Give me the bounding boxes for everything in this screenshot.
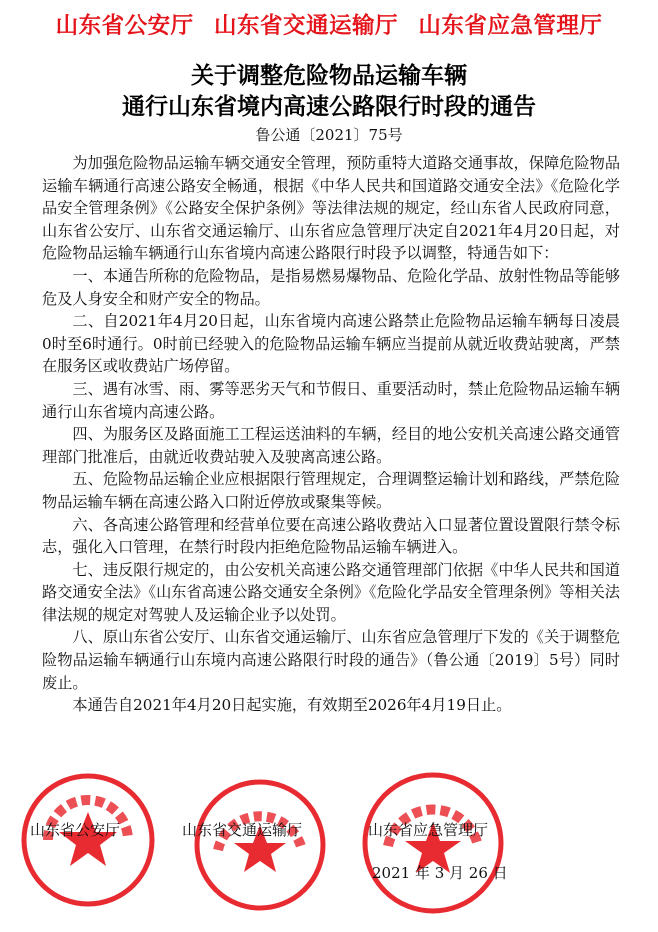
paragraph-effective-date: 本通告自2021年4月20日起实施，有效期至2026年4月19日止。 <box>72 696 512 715</box>
paragraph-item-4: 四、为服务区及路面施工工程运送油料的车辆，经目的地公安机关高速公路交通管理部门批准后，由就近收费站驶入及驶离高速公路。 <box>42 425 620 466</box>
document-body <box>42 152 620 717</box>
document-number: 鲁公通〔2021〕75号 <box>255 126 403 144</box>
document-title-line-1: 关于调整危险物品运输车辆 <box>191 62 467 89</box>
signature-issuer: 山东省交通运输厅 <box>182 821 303 839</box>
signature-issuer: 山东省公安厅 <box>30 821 121 839</box>
paragraph-item-1: 一、本通告所称的危险物品，是指易燃易爆物品、危险化学品、放射性物品等能够危及人身安全和财产安全的物品。 <box>42 266 620 308</box>
paragraph-preamble: 为加强危险物品运输车辆交通安全管理，预防重特大道路交通事故，保障危险物品运输车辆通行高速公路安全畅通，根据《中华人民共和国道路交通安全法》《危险化学品安全管理条例》《公路安全保护条例》等法律法规的规定，经山东省人民政府同意，山东省公安厅、山东省交通运输厅、山东省应急管理厅决定自2021年4月20日起，对危险物品运输车辆通行山东省境内高速公路限行时段予以调整，特通告如下： <box>42 154 620 263</box>
paragraph-item-7: 七、违反限行规定的，由公安机关高速公路交通管理部门依据《中华人民共和国道路交通安全法》《山东省高速公路交通安全条例》《危险化学品安全管理条例》等相关法律法规的规定对驾驶人及运输企业予以处罚。 <box>42 560 620 624</box>
paragraph-item-3: 三、遇有冰雪、雨、雾等恶劣天气和节假日、重要活动时，禁止危险物品运输车辆通行山东省境内高速公路。 <box>42 379 620 421</box>
issuer-header <box>0 8 658 40</box>
issuer-name: 山东省公安厅 <box>55 13 194 39</box>
issue-date: 2021 年 3 月 26 日 <box>372 864 508 882</box>
red-official-seal-icon <box>358 768 508 918</box>
issuer-name: 山东省应急管理厅 <box>418 13 603 39</box>
paragraph-item-8: 八、原山东省公安厅、山东省交通运输厅、山东省应急管理厅下发的《关于调整危险物品运输车辆通行山东境内高速公路限行时段的通告》（鲁公通〔2019〕5号）同时废止。 <box>42 628 620 692</box>
paragraph-item-5: 五、危险物品运输企业应根据限行管理规定，合理调整运输计划和路线，严禁危险物品运输车辆在高速公路入口附近停放或聚集等候。 <box>42 470 620 511</box>
signature-issuer: 山东省应急管理厅 <box>368 821 489 839</box>
red-official-seal-icon <box>190 775 330 915</box>
red-official-seal-icon <box>18 770 158 910</box>
issuer-name: 山东省交通运输厅 <box>213 13 398 39</box>
paragraph-item-6: 六、各高速公路管理和经营单位要在高速公路收费站入口显著位置设置限行禁令标志，强化入口管理，在禁行时段内拒绝危险物品运输车辆进入。 <box>42 515 620 557</box>
document-title-line-2: 通行山东省境内高速公路限行时段的通告 <box>122 93 536 120</box>
paragraph-item-2: 二、自2021年4月20日起，山东省境内高速公路禁止危险物品运输车辆每日凌晨0时至6时通行。0时前已经驶入的危险物品运输车辆应当提前从就近收费站驶离，严禁在服务区或收费站广场停留。 <box>42 312 620 376</box>
